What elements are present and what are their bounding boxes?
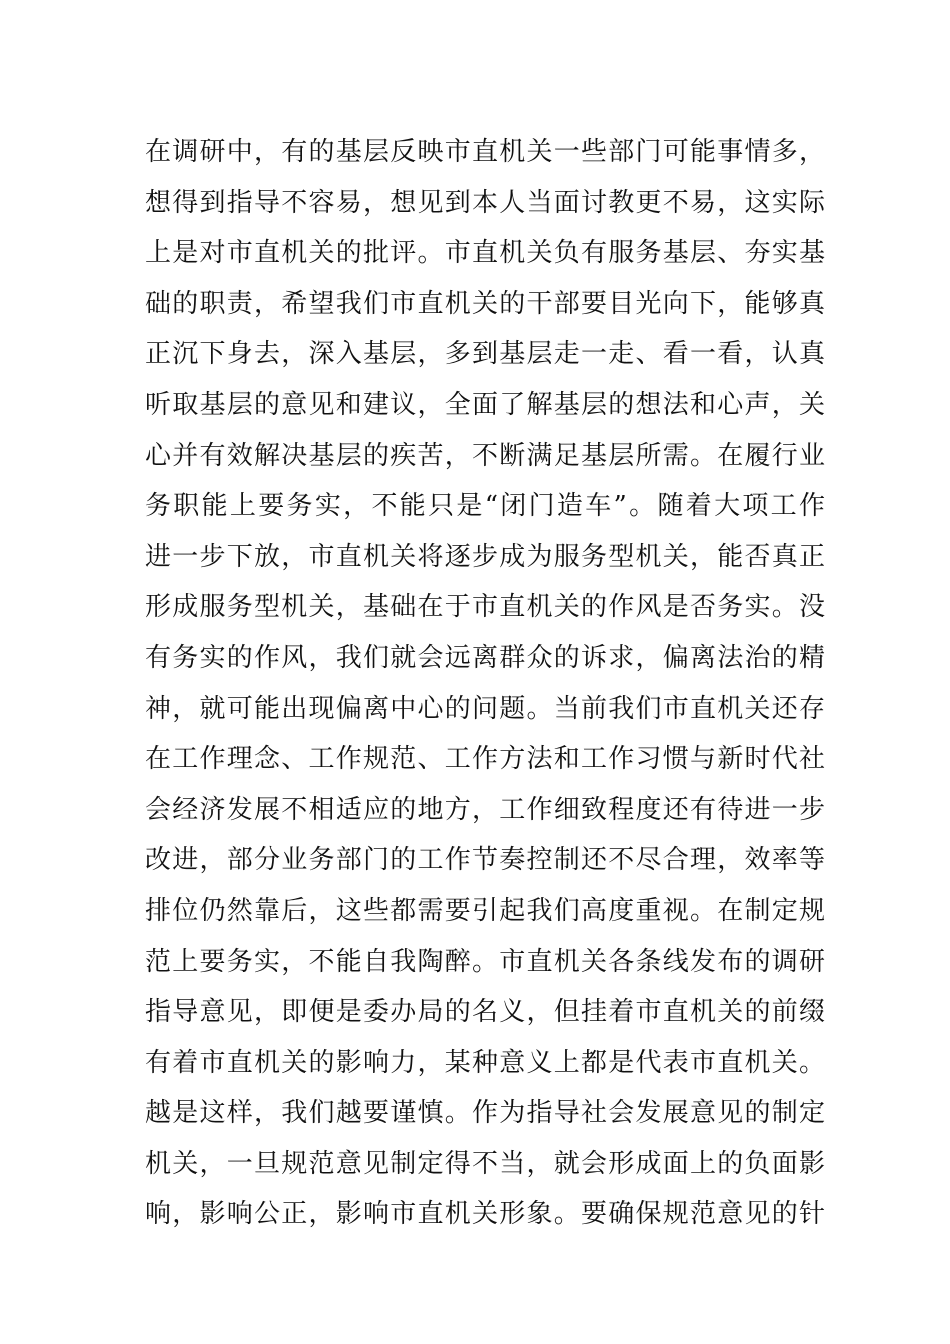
text-line: 神，就可能出现偏离中心的问题。当前我们市直机关还存 — [145, 693, 825, 724]
text-line: 有务实的作风，我们就会远离群众的诉求，偏离法治的精 — [145, 642, 825, 673]
text-line: 响，影响公正，影响市直机关形象。要确保规范意见的针 — [145, 1199, 825, 1230]
text-line: 在工作理念、工作规范、工作方法和工作习惯与新时代社 — [145, 744, 825, 775]
text-line: 指导意见，即便是委办局的名义，但挂着市直机关的前缀 — [145, 997, 825, 1028]
text-line: 越是这样，我们越要谨慎。作为指导社会发展意见的制定 — [145, 1098, 825, 1129]
text-line: 有着市直机关的影响力，某种意义上都是代表市直机关。 — [145, 1047, 825, 1078]
text-line: 形成服务型机关，基础在于市直机关的作风是否务实。没 — [145, 592, 825, 623]
text-line: 上是对市直机关的批评。市直机关负有服务基层、夯实基 — [145, 238, 825, 269]
text-line: 机关，一旦规范意见制定得不当，就会形成面上的负面影 — [145, 1148, 825, 1179]
body-paragraph — [145, 127, 825, 1240]
text-line: 会经济发展不相适应的地方，工作细致程度还有待进一步 — [145, 794, 825, 825]
text-line: 排位仍然靠后，这些都需要引起我们高度重视。在制定规 — [145, 895, 825, 926]
text-line: 想得到指导不容易，想见到本人当面讨教更不易，这实际 — [145, 187, 825, 218]
text-line: 正沉下身去，深入基层，多到基层走一走、看一看，认真 — [145, 339, 825, 370]
text-line: 进一步下放，市直机关将逐步成为服务型机关，能否真正 — [145, 541, 825, 572]
text-line: 务职能上要务实，不能只是“闭门造车”。随着大项工作 — [145, 491, 825, 522]
text-line: 改进，部分业务部门的工作节奏控制还不尽合理，效率等 — [145, 845, 825, 876]
text-line: 范上要务实，不能自我陶醉。市直机关各条线发布的调研 — [145, 946, 825, 977]
text-line: 心并有效解决基层的疾苦，不断满足基层所需。在履行业 — [145, 440, 825, 471]
text-line: 础的职责，希望我们市直机关的干部要目光向下，能够真 — [145, 288, 825, 319]
text-line: 在调研中，有的基层反映市直机关一些部门可能事情多， — [145, 137, 825, 167]
text-line: 听取基层的意见和建议，全面了解基层的想法和心声，关 — [145, 389, 825, 420]
